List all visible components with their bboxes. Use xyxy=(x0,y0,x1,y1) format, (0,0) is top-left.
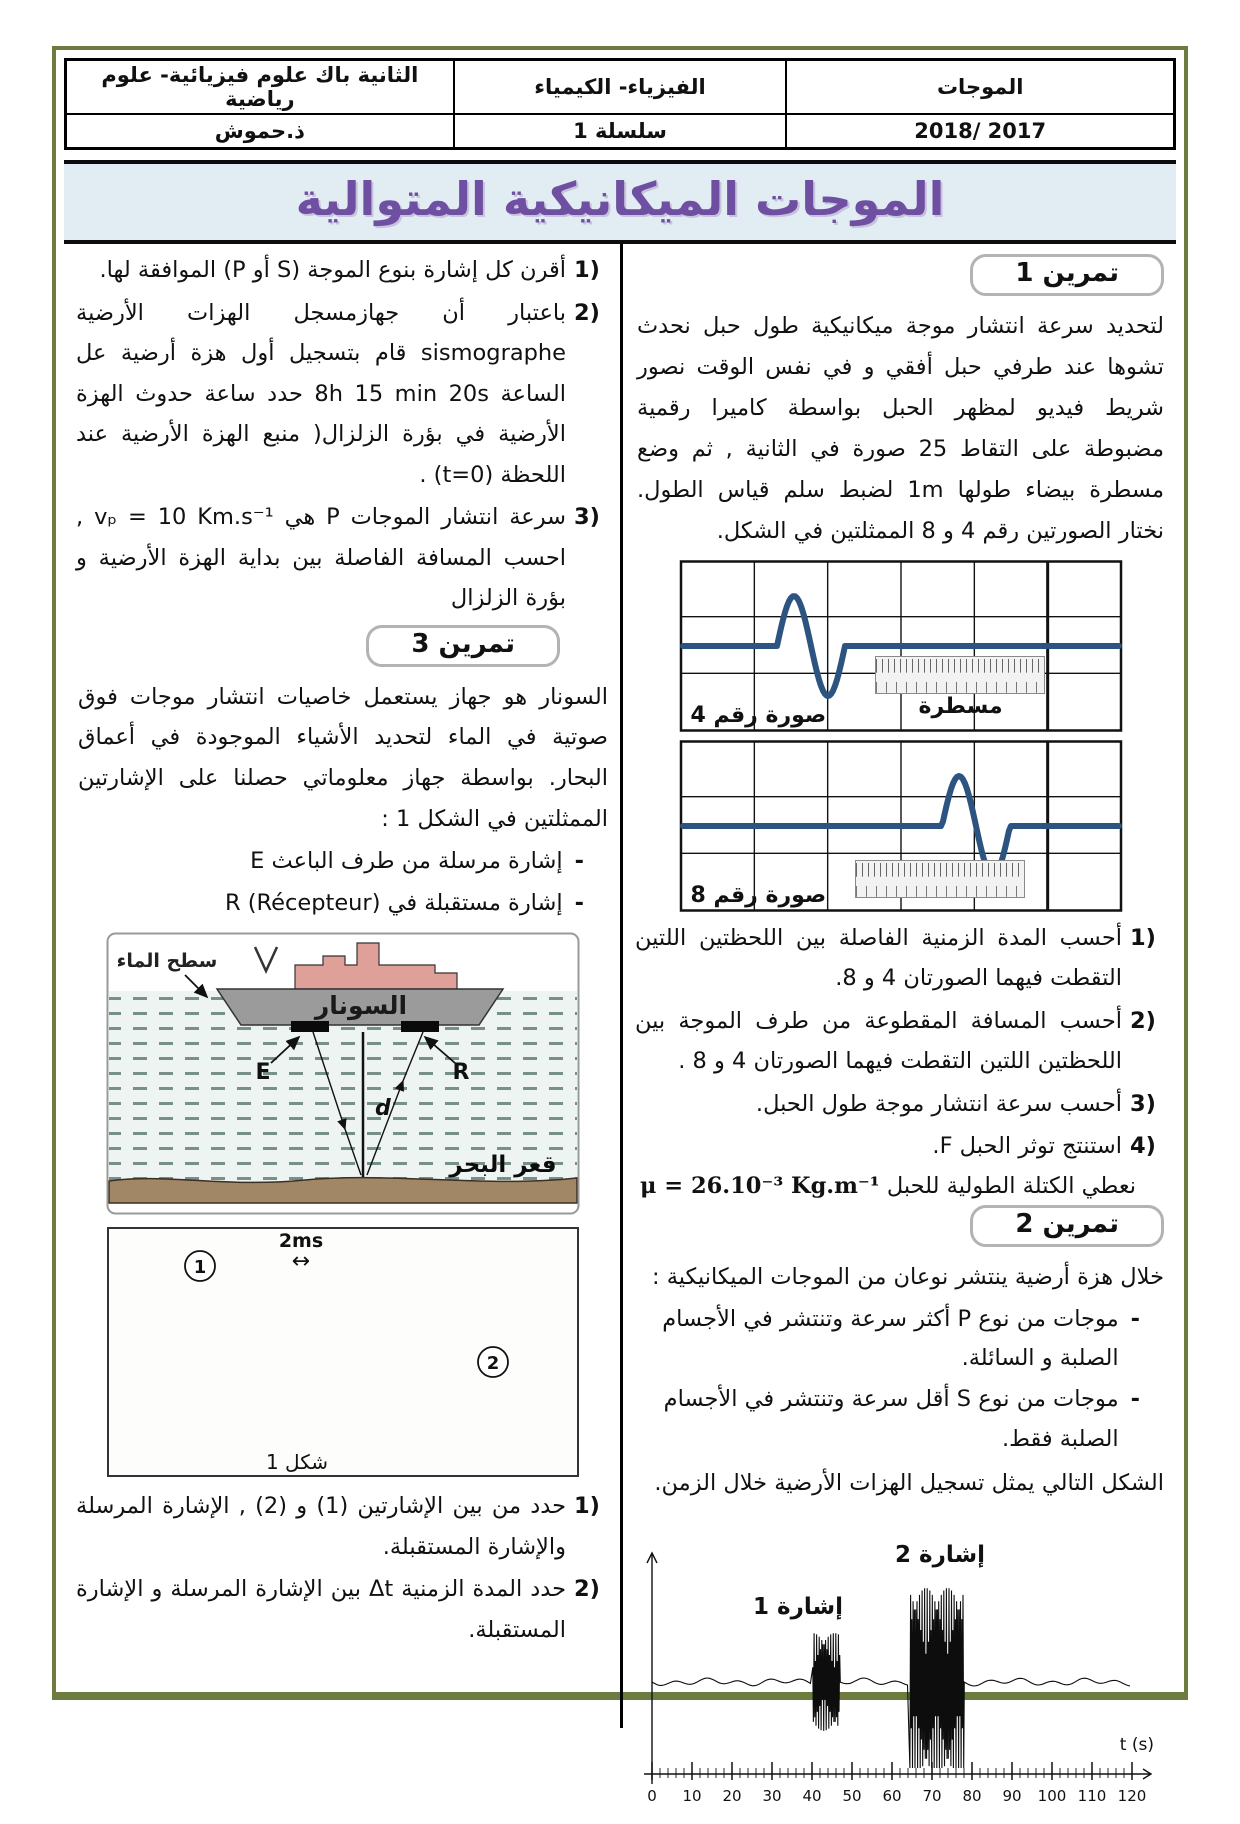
question-text: باعتبار أن جهازمسجل الهزات الأرضية sismographe قام بتسجيل أول هزة أرضية عل الساعة 8h 15 min 20s حدد ساعة حدوث الهزة الأرضية في بؤرة الزلزال( منبع الهزة الأرضية عند اللحظة (t=0) . xyxy=(76,299,566,488)
x-tick-label: 30 xyxy=(762,1787,782,1805)
emitter-block xyxy=(291,1021,329,1032)
bullet-text: موجات من نوع P أكثر سرعة وتنتشر في الأجسام الصلبة و السائلة. xyxy=(662,1305,1119,1371)
oscillogram-plot xyxy=(105,1226,581,1478)
bullet-text: موجات من نوع S أقل سرعة وتنتشر في الأجسام الصلبة فقط. xyxy=(663,1386,1119,1452)
dash-bullet: - xyxy=(574,889,584,916)
question-number: 2) xyxy=(1130,1007,1156,1034)
x-tick-label: 10 xyxy=(682,1787,702,1805)
seismogram-plot xyxy=(622,1512,1166,1824)
ruler-label: مسطرة xyxy=(918,693,1003,719)
title-banner xyxy=(64,160,1176,244)
scale-arrow-icon: ↔ xyxy=(291,1249,311,1274)
ruler-image-2 xyxy=(855,860,1025,898)
x-tick-label: 120 xyxy=(1117,1787,1147,1805)
question-text: أحسب المدة الزمنية الفاصلة بين اللحظتين اللتين التقطت فيهما الصورتان 4 و 8. xyxy=(635,924,1122,992)
sonar-diagram xyxy=(105,931,581,1216)
bullet-text: إشارة مستقبلة في (Récepteur) R xyxy=(224,889,563,916)
header-row-2 xyxy=(66,114,1175,149)
mast-icon xyxy=(255,947,277,971)
x-tick-label: 80 xyxy=(962,1787,982,1805)
ex1-question-1 xyxy=(635,918,1166,999)
rope-photo-4-figure xyxy=(679,560,1123,732)
x-tick-label: 20 xyxy=(722,1787,742,1805)
rope-photo-8-figure xyxy=(679,740,1123,912)
question-number: 2) xyxy=(574,299,600,326)
dash-bullet: - xyxy=(1130,1305,1140,1332)
oscillogram-figure xyxy=(105,1226,581,1478)
question-text: حدد من بين الإشارتين (1) و (2) , الإشارة المرسلة والإشارة المستقبلة. xyxy=(76,1493,567,1560)
given-label: نعطي الكتلة الطولية للحبل xyxy=(886,1172,1136,1199)
ex2-question-1 xyxy=(76,250,610,291)
question-number: 2) xyxy=(574,1576,600,1602)
header-subject: الفيزياء- الكيمياء xyxy=(454,60,787,115)
ex2-question-3 xyxy=(76,497,610,619)
x-tick-label: 90 xyxy=(1002,1787,1022,1805)
x-tick-label: 50 xyxy=(842,1787,862,1805)
depth-label: d xyxy=(375,1096,391,1121)
photo-8-label: صورة رقم 8 xyxy=(690,882,827,908)
ruler-image xyxy=(875,656,1045,694)
x-tick-label: 0 xyxy=(647,1787,657,1805)
dash-bullet: - xyxy=(574,848,584,875)
ex2-question-2 xyxy=(76,293,610,496)
ex1-given-data xyxy=(637,1173,1136,1199)
question-number: 3) xyxy=(574,504,600,530)
exercise1-badge: تمرين 1 xyxy=(970,254,1164,296)
receiver-block xyxy=(401,1021,439,1032)
content-columns xyxy=(64,244,1176,1805)
header-series: سلسلة 1 xyxy=(454,114,787,149)
signal-2-label: إشارة 2 xyxy=(895,1542,985,1568)
question-text: أقرن كل إشارة بنوع الموجة (S أو P) الموافقة لها. xyxy=(99,257,566,283)
photo-4-label: صورة رقم 4 xyxy=(690,702,827,728)
question-number: 1) xyxy=(574,1493,600,1519)
seabed-shape xyxy=(109,1178,577,1203)
ex3-bullet-2 xyxy=(76,884,610,923)
signal-2-number: 2 xyxy=(486,1353,500,1374)
exercise2-badge: تمرين 2 xyxy=(970,1205,1164,1247)
question-number: 4) xyxy=(1130,1133,1156,1160)
page-title: الموجات الميكانيكية المتوالية xyxy=(295,172,945,226)
linear-mass-formula: μ = 26.10⁻³ Kg.m⁻¹ xyxy=(640,1172,880,1199)
header-topic: الموجات xyxy=(786,60,1174,115)
figure-1-caption: شكل 1 xyxy=(265,1450,329,1474)
question-number: 1) xyxy=(1130,924,1156,951)
left-column xyxy=(64,244,620,1728)
sonar-figure xyxy=(105,931,581,1216)
x-tick-label: 110 xyxy=(1077,1787,1107,1805)
water-surface-label: سطح الماء xyxy=(116,950,218,972)
signal-1-number: 1 xyxy=(193,1257,207,1278)
question-text: حدد المدة الزمنية Δt بين الإشارة المرسلة و الإشارة المستقبلة. xyxy=(76,1576,567,1643)
exercise3-intro: السونار هو جهاز يستعمل خاصيات انتشار موجات فوق صوتية في الماء لتحديد الأشياء الموجودة في أعماق البحار. بواسطة جهاز معلوماتي حصلنا على الإشارتين الممثلتين في الشكل 1 : xyxy=(78,683,608,833)
x-tick-label: 100 xyxy=(1037,1787,1067,1805)
ex2-bullet-2 xyxy=(635,1380,1166,1459)
page-frame xyxy=(52,46,1188,1805)
seismogram-figure xyxy=(622,1512,1166,1824)
signal-1-label: إشارة 1 xyxy=(753,1594,843,1620)
ex2-bullet-1 xyxy=(635,1300,1166,1379)
time-scale-label: 2ms xyxy=(278,1230,324,1252)
header-teacher: ذ.حموش xyxy=(66,114,454,149)
ex2-figure-caption: الشكل التالي يمثل تسجيل الهزات الأرضية خلال الزمن. xyxy=(654,1470,1164,1497)
question-text: أحسب المسافة المقطوعة من طرف الموجة بين اللحظتين اللتين التقطت فيهما الصورتان 4 و 8 . xyxy=(635,1007,1122,1075)
question-text: استنتج توثر الحبل F. xyxy=(932,1133,1122,1160)
question-text: أحسب سرعة انتشار موجة طول الحبل. xyxy=(755,1090,1122,1117)
question-number: 3) xyxy=(1130,1090,1156,1117)
x-tick-label: 60 xyxy=(882,1787,902,1805)
sonar-device-label: السونار xyxy=(314,991,408,1020)
exercise3-badge: تمرين 3 xyxy=(366,625,560,667)
dash-bullet: - xyxy=(1130,1386,1140,1413)
question-text: سرعة انتشار الموجات P هي vₚ = 10 Km.s⁻¹ , احسب المسافة الفاصلة بين بداية الهزة الأرضية و بؤرة الزلزال xyxy=(76,504,566,611)
header-class: الثانية باك علوم فيزيائية- علوم رياضية xyxy=(66,60,454,115)
receiver-label: R xyxy=(452,1060,470,1085)
header-table xyxy=(64,58,1176,150)
ex3-bullet-1 xyxy=(76,842,610,881)
bullet-text: إشارة مرسلة من طرف الباعث E xyxy=(250,848,563,875)
emitter-label: E xyxy=(255,1060,271,1085)
exercise1-intro: لتحديد سرعة انتشار موجة ميكانيكية طول حبل نحدث تشوها عند طرفي حبل أفقي و في نفس الوقت نصور شريط فيديو لمظهر الحبل بواسطة كاميرا رقمية مضبوطة على التقاط 25 صورة في الثانية , ثم وضع مسطرة بيضاء طولها 1m لضبط سلم قياس الطول. نختار الصورتين رقم 4 و 8 الممثلتين في الشكل. xyxy=(637,313,1164,544)
time-axis-label: t (s) xyxy=(1119,1735,1154,1755)
ex1-question-2 xyxy=(635,1001,1166,1082)
ex3-question-1 xyxy=(76,1486,610,1567)
header-row-1 xyxy=(66,60,1175,115)
exercise2-intro: خلال هزة أرضية ينتشر نوعان من الموجات الميكانيكية : xyxy=(651,1263,1164,1290)
header-year: 2017 /2018 xyxy=(786,114,1174,149)
x-tick-label: 40 xyxy=(802,1787,822,1805)
x-tick-label: 70 xyxy=(922,1787,942,1805)
ex1-question-3 xyxy=(635,1084,1166,1125)
right-column xyxy=(620,244,1176,1805)
ex3-question-2 xyxy=(76,1569,610,1650)
seabed-label: قعر البحر xyxy=(449,1152,557,1178)
ship-superstructure xyxy=(295,943,457,989)
question-number: 1) xyxy=(574,257,600,283)
ex1-question-4 xyxy=(635,1126,1166,1167)
